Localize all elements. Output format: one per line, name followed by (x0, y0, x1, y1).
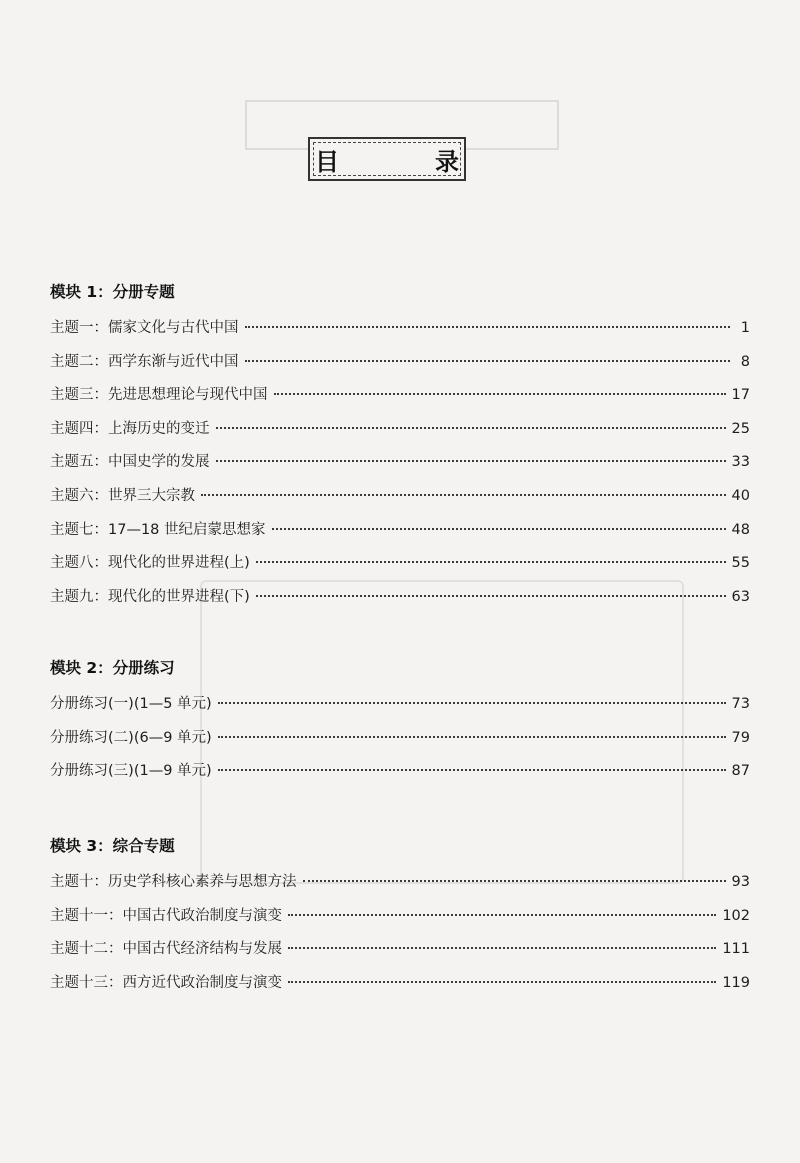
toc-entry[interactable] (50, 316, 750, 350)
toc-entry[interactable] (50, 759, 750, 793)
entry-page: 93 (731, 874, 750, 890)
entry-label: 主题四：上海历史的变迁 (50, 420, 210, 437)
module-heading: 模块 1：分册专题 (50, 283, 175, 301)
entry-label: 分册练习(二)(6—9 单元) (50, 729, 212, 746)
entry-page: 111 (722, 941, 750, 958)
dot-leader (245, 360, 731, 362)
entry-label: 分册练习(三)(1—9 单元) (50, 763, 212, 780)
dot-leader (288, 947, 716, 949)
module-heading: 模块 2：分册练习 (50, 659, 175, 677)
module-1 (50, 280, 750, 618)
entry-page: 119 (722, 974, 750, 991)
entry-label: 分册练习(一)(1—5 单元) (50, 696, 212, 712)
dot-leader (218, 769, 726, 771)
toc-entry[interactable] (50, 417, 750, 451)
entry-page: 33 (731, 454, 750, 471)
toc-entry[interactable] (50, 904, 750, 938)
module-heading: 模块 3：综合专题 (50, 837, 175, 855)
entry-label: 主题七：17—18 世纪启蒙思想家 (50, 521, 266, 538)
entry-page: 55 (731, 555, 750, 572)
entry-label: 主题十三：西方近代政治制度与演变 (50, 974, 282, 991)
page-title-text: 目 录 (315, 146, 495, 176)
dot-leader (218, 736, 726, 738)
toc-entry[interactable] (50, 450, 750, 484)
entry-page: 73 (731, 696, 750, 712)
entry-page: 25 (731, 420, 750, 437)
entry-label: 主题三：先进思想理论与现代中国 (50, 387, 268, 404)
entry-page: 40 (731, 487, 750, 504)
toc-entry[interactable] (50, 971, 750, 1005)
toc-entry[interactable] (50, 937, 750, 971)
entry-page: 8 (740, 353, 750, 370)
toc-entry[interactable] (50, 692, 750, 726)
dot-leader (303, 880, 726, 882)
entry-page: 1 (740, 320, 750, 336)
toc-entry[interactable] (50, 518, 750, 552)
toc-entry[interactable] (50, 726, 750, 760)
toc-entry[interactable] (50, 350, 750, 384)
entry-label: 主题十二：中国古代经济结构与发展 (50, 941, 282, 958)
entry-label: 主题十：历史学科核心素养与思想方法 (50, 874, 297, 890)
toc-entry[interactable] (50, 484, 750, 518)
dot-leader (218, 702, 726, 704)
dot-leader (274, 393, 726, 395)
toc-entry[interactable] (50, 383, 750, 417)
dot-leader (256, 595, 726, 597)
dot-leader (256, 561, 726, 563)
entry-label: 主题九：现代化的世界进程(下) (50, 588, 250, 605)
dot-leader (201, 494, 726, 496)
dot-leader (288, 914, 716, 916)
entry-label: 主题十一：中国古代政治制度与演变 (50, 907, 282, 924)
entry-label: 主题一：儒家文化与古代中国 (50, 320, 239, 336)
entry-page: 79 (731, 729, 750, 746)
module-2 (50, 656, 750, 793)
entry-label: 主题二：西学东渐与近代中国 (50, 353, 239, 370)
entry-page: 48 (731, 521, 750, 538)
entry-page: 87 (731, 763, 750, 780)
dot-leader (288, 981, 716, 983)
entry-label: 主题八：现代化的世界进程(上) (50, 555, 250, 572)
toc-entry[interactable] (50, 870, 750, 904)
dot-leader (245, 326, 731, 328)
entry-page: 17 (731, 387, 750, 404)
toc-entry[interactable] (50, 585, 750, 619)
entry-page: 102 (722, 907, 750, 924)
module-3 (50, 834, 750, 1004)
entry-label: 主题六：世界三大宗教 (50, 487, 195, 504)
dot-leader (216, 427, 726, 429)
entry-label: 主题五：中国史学的发展 (50, 454, 210, 471)
page-title (308, 137, 495, 181)
toc-entry[interactable] (50, 551, 750, 585)
dot-leader (216, 460, 726, 462)
dot-leader (272, 528, 726, 530)
entry-page: 63 (731, 588, 750, 605)
